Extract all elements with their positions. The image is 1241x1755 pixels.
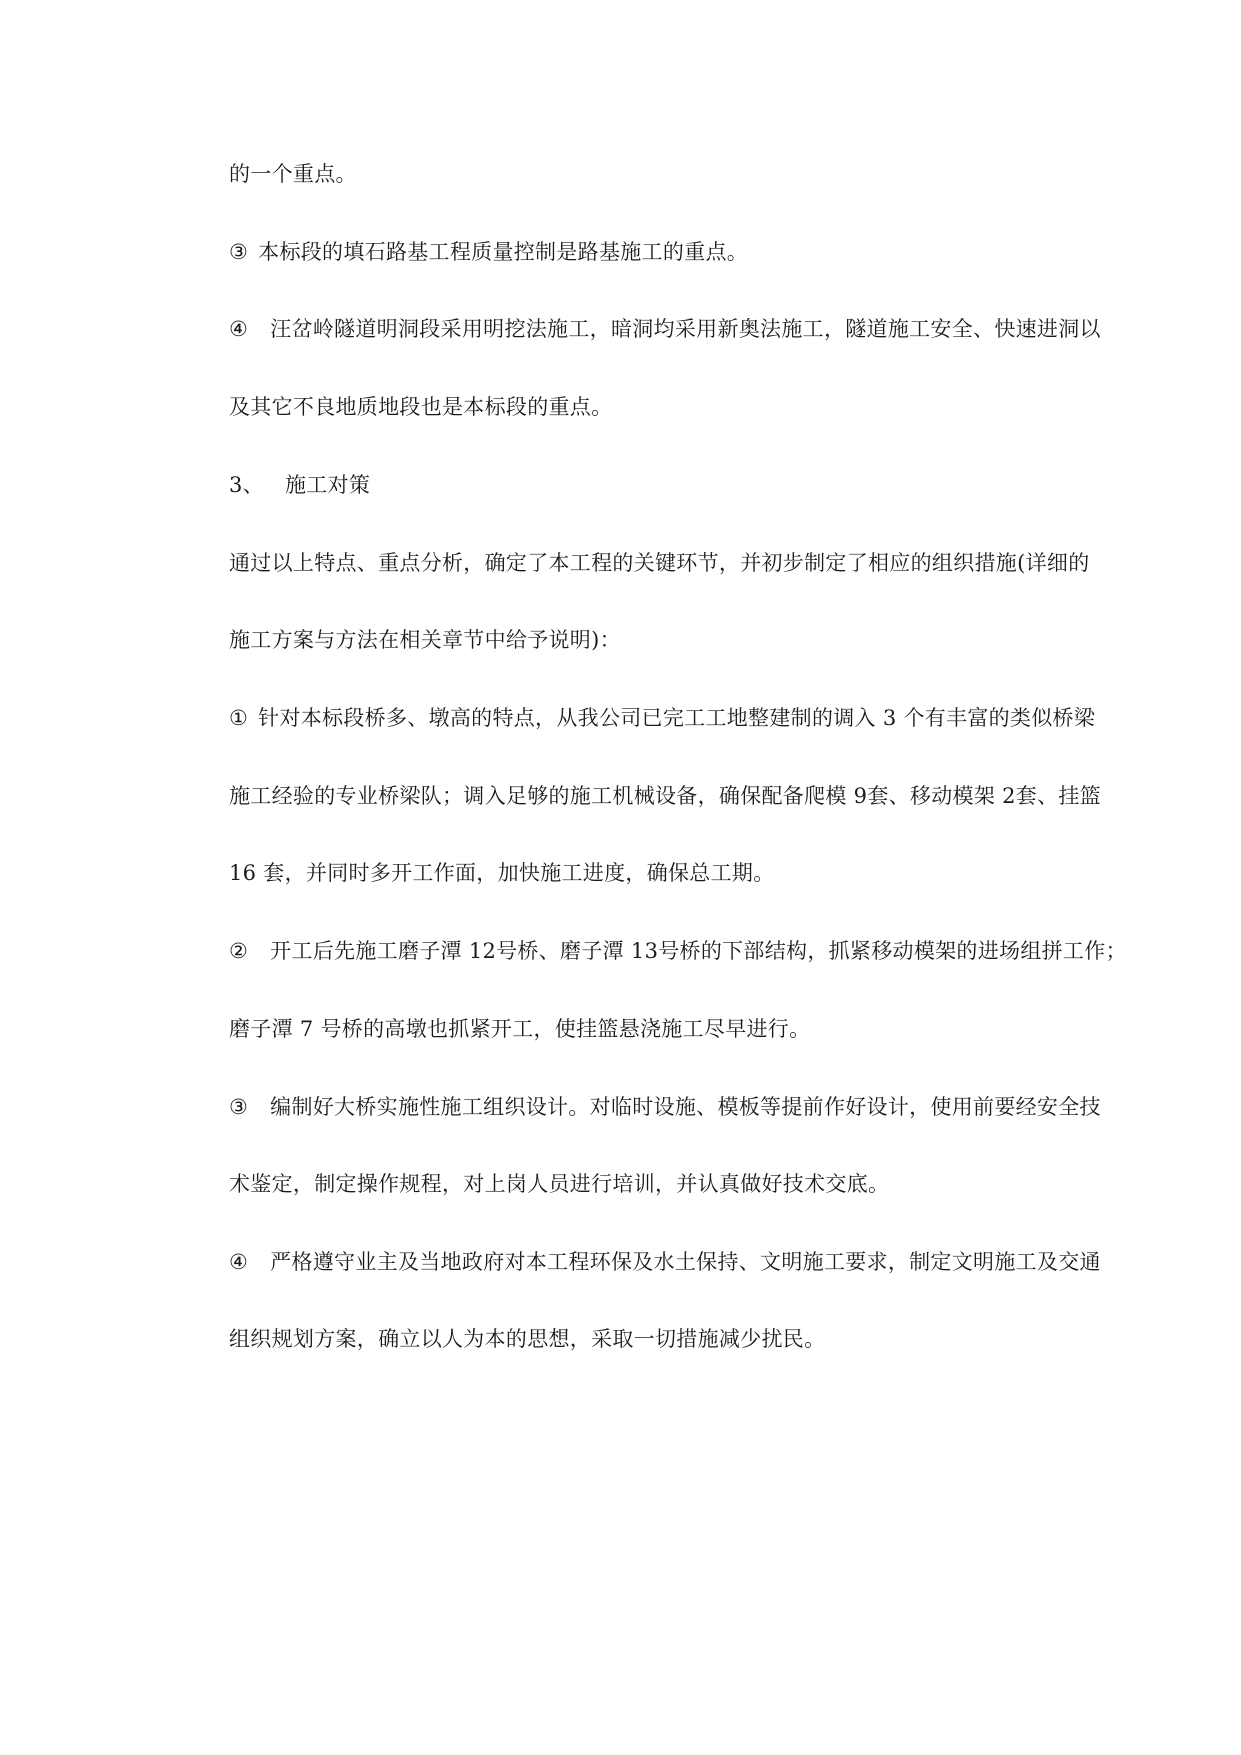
list-item	[229, 1248, 1129, 1276]
list-item	[229, 937, 1129, 965]
line-text: 的一个重点。	[229, 162, 357, 186]
list-marker: ③	[229, 240, 249, 264]
section-heading	[229, 471, 1129, 499]
heading-text: 施工对策	[285, 473, 371, 497]
paragraph-line	[229, 782, 1129, 810]
line-text: 开工后先施工磨子潭 12号桥、磨子潭 13号桥的下部结构，抓紧移动模架的进场组拼工作；	[270, 939, 1127, 963]
line-text: 施工经验的专业桥梁队；调入足够的施工机械设备，确保配备爬模 9套、移动模架 2套、挂篮	[229, 784, 1101, 808]
list-item	[229, 1093, 1129, 1121]
line-text: 汪岔岭隧道明洞段采用明挖法施工，暗洞均采用新奥法施工，隧道施工安全、快速进洞以	[270, 317, 1101, 341]
line-text: 针对本标段桥多、墩高的特点，从我公司已完工工地整建制的调入 3 个有丰富的类似桥梁	[258, 706, 1096, 730]
line-text: 编制好大桥实施性施工组织设计。对临时设施、模板等提前作好设计，使用前要经安全技	[270, 1095, 1101, 1119]
paragraph-line	[229, 1325, 1129, 1353]
paragraph-line	[229, 393, 1129, 421]
paragraph-line	[229, 859, 1129, 887]
list-marker: ②	[229, 939, 249, 963]
list-marker: ①	[229, 706, 249, 730]
line-text: 施工方案与方法在相关章节中给予说明)：	[229, 628, 621, 652]
line-text: 16 套，并同时多开工作面，加快施工进度，确保总工期。	[229, 861, 775, 885]
paragraph-line	[229, 1015, 1129, 1043]
line-text: 磨子潭 7 号桥的高墩也抓紧开工，使挂篮悬浇施工尽早进行。	[229, 1017, 811, 1041]
list-marker: ③	[229, 1095, 249, 1119]
paragraph-line	[229, 626, 1129, 654]
line-text: 及其它不良地质地段也是本标段的重点。	[229, 395, 613, 419]
list-item	[229, 704, 1129, 732]
list-marker: ④	[229, 1250, 249, 1274]
line-text: 术鉴定，制定操作规程，对上岗人员进行培训，并认真做好技术交底。	[229, 1172, 890, 1196]
list-item	[229, 238, 1129, 266]
paragraph-line	[229, 160, 1129, 188]
list-item	[229, 315, 1129, 343]
paragraph-line	[229, 1170, 1129, 1198]
line-text: 严格遵守业主及当地政府对本工程环保及水土保持、文明施工要求，制定文明施工及交通	[270, 1250, 1101, 1274]
list-marker: ④	[229, 317, 249, 341]
line-text: 通过以上特点、重点分析，确定了本工程的关键环节，并初步制定了相应的组织措施(详细的	[229, 551, 1090, 575]
line-text: 本标段的填石路基工程质量控制是路基施工的重点。	[258, 240, 749, 264]
heading-number: 3、	[229, 473, 264, 497]
paragraph-line	[229, 549, 1129, 577]
line-text: 组织规划方案，确立以人为本的思想，采取一切措施减少扰民。	[229, 1327, 826, 1351]
